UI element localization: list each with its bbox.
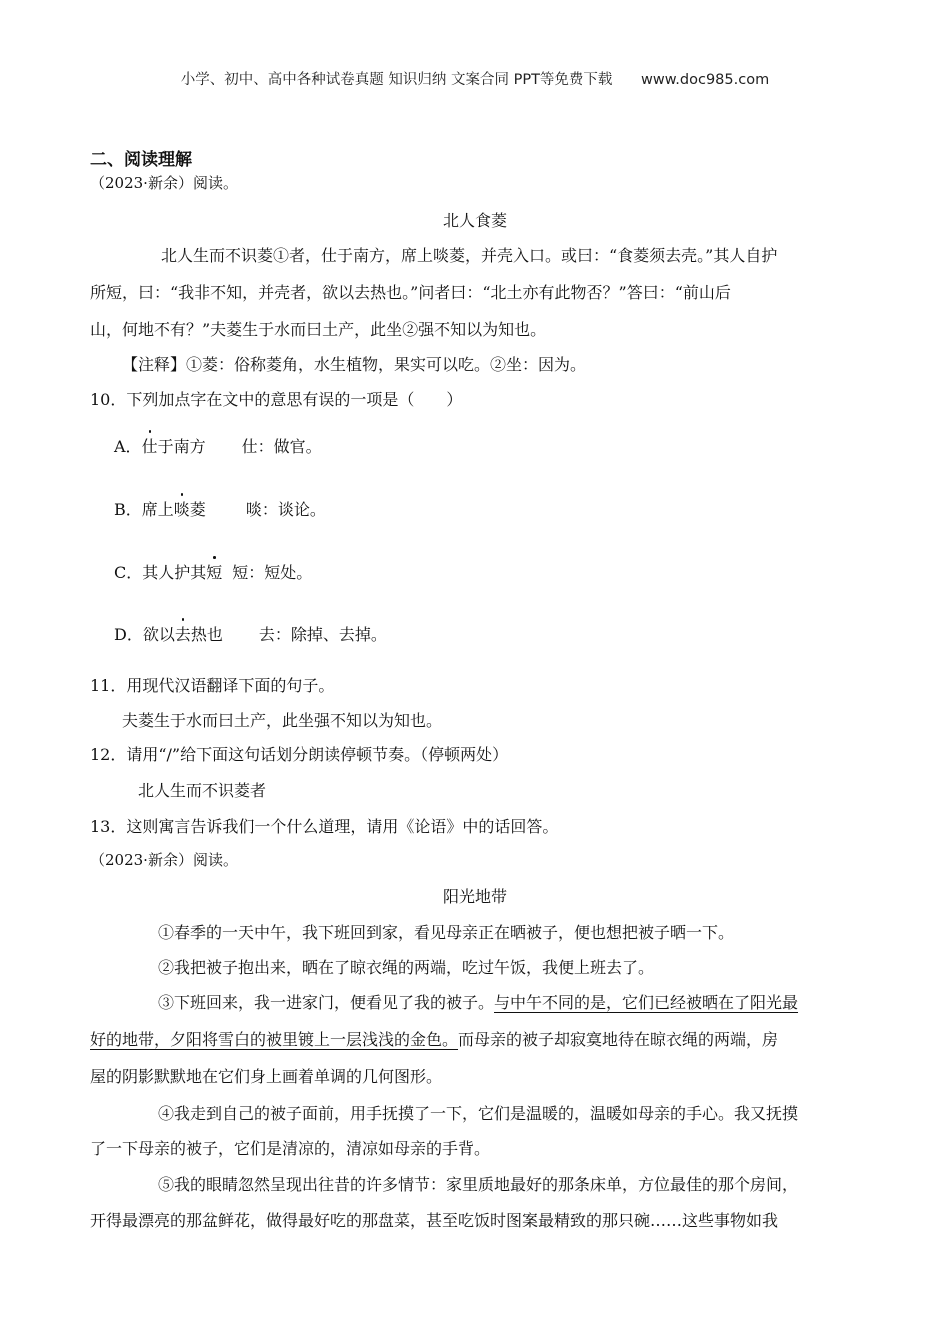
passage2-paragraph-3-line-3: 屋的阴影默默地在它们身上画着单调的几何图形。: [90, 1067, 443, 1086]
underlined-sentence: 好的地带，夕阳将雪白的被里镀上一层浅浅的金色。: [90, 1030, 459, 1049]
passage2-paragraph-3-line-1: [158, 990, 798, 1013]
option-gloss: 仕：做官。: [241, 437, 322, 456]
option-text-post: 热也: [190, 625, 223, 644]
option-gloss: 去：除掉、去掉。: [258, 625, 387, 644]
dotted-char: 去: [175, 622, 191, 645]
dotted-char: 仕: [142, 434, 158, 457]
option-text-pre: 其人护其: [142, 563, 207, 582]
passage1-title: 北人食菱: [442, 211, 507, 230]
option-c[interactable]: [114, 560, 312, 583]
passage1-line-2: 所短，曰：“我非不知，并壳者，欲以去热也。”问者曰：“北土亦有此物否？”答曰：“前山后: [90, 283, 731, 302]
option-gloss: 啖：谈论。: [245, 500, 326, 519]
passage2-paragraph-5-line-2: 开得最漂亮的那盆鲜花，做得最好吃的那盘菜，甚至吃饭时图案最精致的那只碗……这些事物如我: [90, 1211, 779, 1230]
page-header: [0, 68, 950, 89]
passage1-note: 【注释】①菱：俗称菱角，水生植物，果实可以吃。②坐：因为。: [122, 355, 587, 374]
passage2-paragraph-5-line-1: ⑤我的眼睛忽然呈现出往昔的许多情节：家里质地最好的那条床单，方位最佳的那个房间，: [158, 1175, 799, 1194]
p3-text: 而母亲的被子却寂寞地待在晾衣绳的两端，房: [458, 1030, 779, 1049]
option-text-post: 于南方: [157, 437, 206, 456]
question-12: 12．请用“/”给下面这句话划分朗读停顿节奏。（停顿两处）: [90, 745, 509, 764]
option-a[interactable]: [114, 434, 322, 457]
option-text-pre: 席上: [141, 500, 174, 519]
question-10: 10．下列加点字在文中的意思有误的一项是（ ）: [90, 390, 463, 409]
option-d[interactable]: [114, 622, 387, 645]
question-13: 13．这则寓言告诉我们一个什么道理，请用《论语》中的话回答。: [90, 817, 559, 836]
passage1-source: （2023·新余）阅读。: [90, 174, 238, 192]
question-11: 11．用现代汉语翻译下面的句子。: [90, 676, 335, 695]
question-12-sentence: 北人生而不识菱者: [138, 781, 267, 800]
option-letter: A．: [114, 437, 142, 456]
option-text-post: 菱: [189, 500, 206, 519]
passage2-title: 阳光地带: [442, 887, 507, 906]
section-title: 二、阅读理解: [90, 150, 192, 170]
option-b[interactable]: [114, 497, 326, 520]
option-letter: C．: [114, 563, 143, 582]
passage2-paragraph-4-line-2: 了一下母亲的被子，它们是清凉的，清凉如母亲的手背。: [90, 1139, 491, 1158]
header-text: 小学、初中、高中各种试卷真题 知识归纳 文案合同 PPT等免费下载: [180, 72, 613, 88]
dotted-char: 啖: [174, 497, 190, 520]
option-text-pre: 欲以: [142, 625, 175, 644]
underlined-sentence: 与中午不同的是，它们已经被晒在了阳光最: [494, 993, 799, 1012]
passage2-source: （2023·新余）阅读。: [90, 851, 238, 869]
option-letter: B．: [114, 500, 142, 519]
passage2-paragraph-1: ①春季的一天中午，我下班回到家，看见母亲正在晒被子，便也想把被子晒一下。: [158, 923, 735, 942]
passage2-paragraph-2: ②我把被子抱出来，晒在了晾衣绳的两端，吃过午饭，我便上班去了。: [158, 958, 655, 977]
p3-text: ③下班回来，我一进家门，便看见了我的被子。: [158, 993, 495, 1012]
passage1-line-3: 山，何地不有？”夫菱生于水而曰土产，此坐②强不知以为知也。: [90, 320, 547, 339]
option-gloss: 短：短处。: [232, 563, 313, 582]
header-url[interactable]: www.doc985.com: [641, 72, 770, 88]
passage2-paragraph-4-line-1: ④我走到自己的被子面前，用手抚摸了一下，它们是温暖的，温暖如母亲的手心。我又抚摸: [158, 1104, 799, 1123]
option-letter: D．: [114, 625, 143, 644]
dotted-char: 短: [206, 560, 222, 583]
question-11-sentence: 夫菱生于水而曰土产，此坐强不知以为知也。: [122, 711, 443, 730]
passage1-line-1: 北人生而不识菱①者，仕于南方，席上啖菱，并壳入口。或曰：“食菱须去壳。”其人自护: [161, 246, 778, 265]
passage2-paragraph-3-line-2: [90, 1027, 778, 1050]
